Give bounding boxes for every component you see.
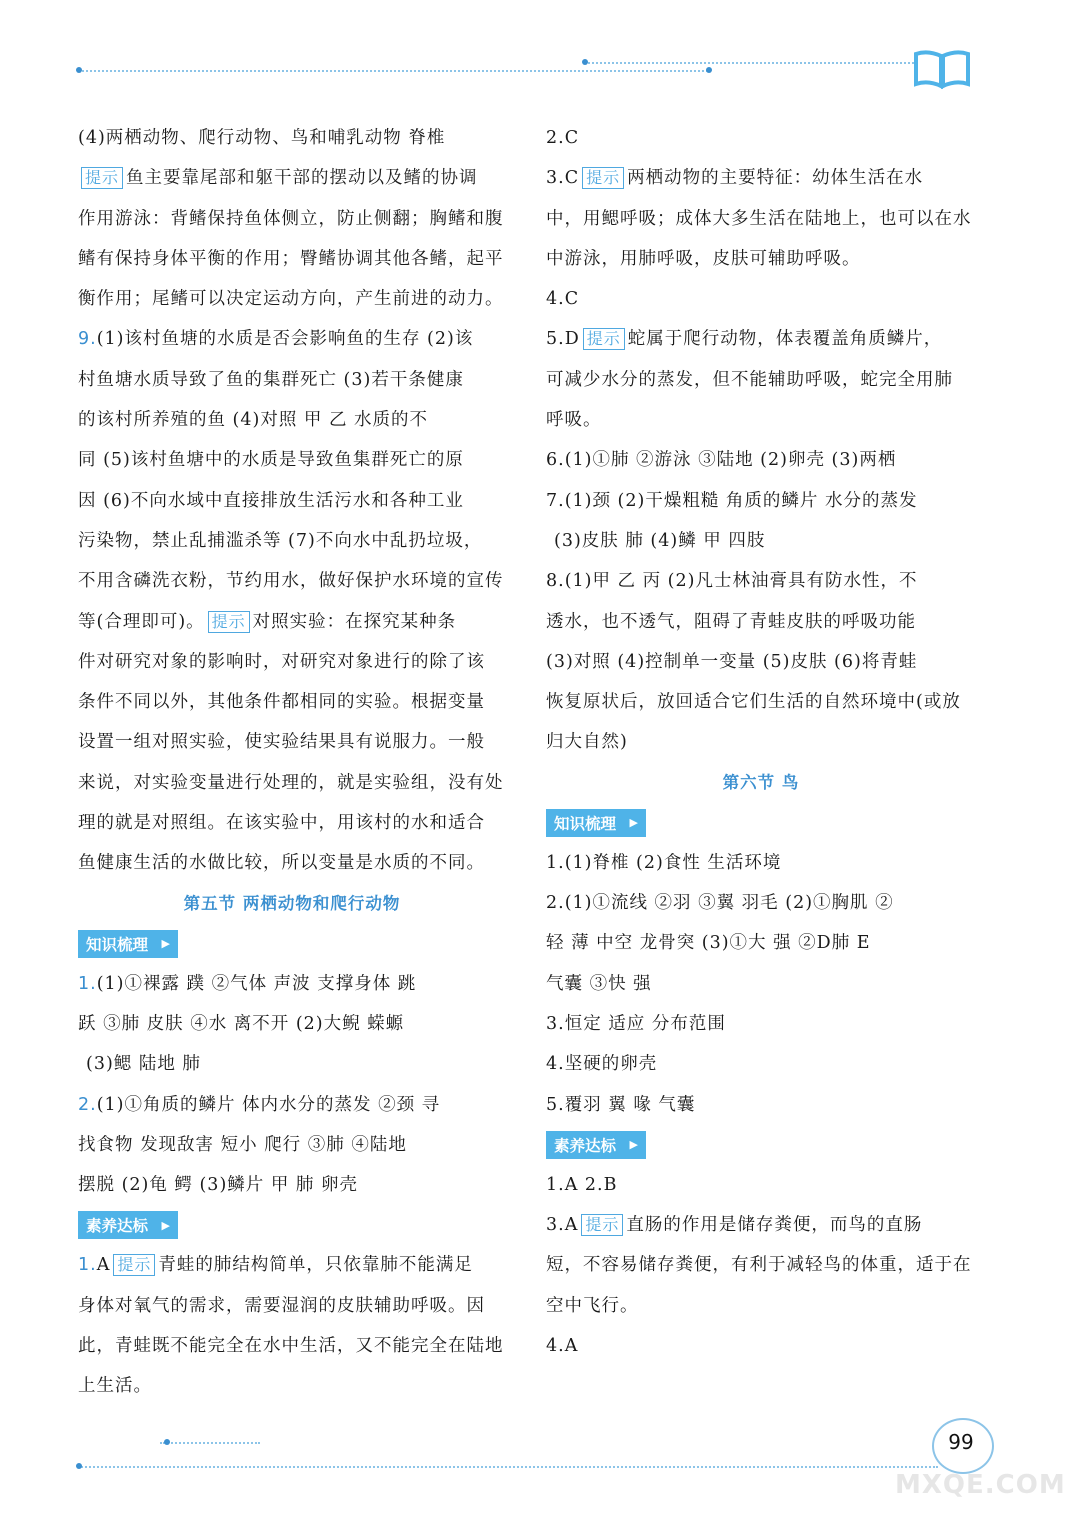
tip-label: 提示 (208, 611, 250, 633)
answer-line: 1.A 2.B (546, 1174, 618, 1195)
answer-line: (3)对照 (4)控制单一变量 (5)皮肤 (6)将青蛙 (546, 651, 918, 672)
answer-line: 同 (5)该村鱼塘中的水质是导致鱼集群死亡的原 (78, 450, 464, 471)
answer-line: (4)两栖动物、爬行动物、鸟和哺乳动物 脊椎 (78, 128, 446, 148)
answer-line: (3)鳃 陆地 肺 (86, 1054, 201, 1075)
section-tag-knowledge: 知识梳理 ▶ (78, 930, 178, 958)
answer-line: 9.(1)该村鱼塘的水质是否会影响鱼的生存 (2)该 (78, 329, 474, 350)
answer-line: 此，青蛙既不能完全在水中生活，又不能完全在陆地 (78, 1336, 504, 1357)
left-column (78, 118, 506, 1407)
answer-line: 来说，对实验变量进行处理的，就是实验组，没有处 (78, 772, 504, 793)
answer-line: 4.坚硬的卵壳 (546, 1054, 658, 1075)
answer-line: 恢复原状后，放回适合它们生活的自然环境中(或放 (546, 692, 961, 713)
answer-line: 空中飞行。 (546, 1295, 639, 1316)
answer-line: 1.(1)①裸露 蹼 ②气体 声波 支撑身体 跳 (78, 973, 417, 994)
answer-line: 鱼健康生活的水做比较，所以变量是水质的不同。 (78, 853, 485, 874)
answer-line: 找食物 发现敌害 短小 爬行 ③肺 ④陆地 (78, 1134, 407, 1155)
header-dot (582, 59, 588, 65)
answer-line: 气囊 ③快 强 (546, 973, 652, 994)
open-book-icon (912, 46, 972, 90)
answer-line: 5.D 提示 蛇属于爬行动物，体表覆盖角质鳞片， (546, 329, 943, 350)
answer-line: 上生活。 (78, 1376, 152, 1397)
answer-line: 衡作用；尾鳍可以决定运动方向，产生前进的动力。 (78, 289, 504, 310)
section-tag-literacy: 素养达标 ▶ (546, 1131, 646, 1159)
answer-line: 4.C (546, 289, 580, 310)
answer-line: 轻 薄 中空 龙骨突 (3)①大 强 ②D肺 E (546, 933, 871, 954)
right-column (546, 118, 976, 1366)
answer-line: 7.(1)颈 (2)干燥粗糙 角质的鳞片 水分的蒸发 (546, 490, 918, 511)
footer-dotted-line (160, 1442, 260, 1444)
answer-line: 因 (6)不向水域中直接排放生活污水和各种工业 (78, 490, 464, 511)
tip-label: 提示 (583, 328, 625, 350)
footer-dotted-line (78, 1466, 938, 1468)
footer-dot (164, 1439, 170, 1445)
answer-line: 不用含磷洗衣粉，节约用水，做好保护水环境的宣传 (78, 571, 504, 592)
answer-line: 3.A 提示 直肠的作用是储存粪便，而鸟的直肠 (546, 1215, 923, 1236)
answer-line: 2.C (546, 128, 580, 148)
answer-line: 鳍有保持身体平衡的作用；臀鳍协调其他各鳍，起平 (78, 248, 504, 269)
answer-line: 理的就是对照组。在该实验中，用该村的水和适合 (78, 813, 485, 834)
section-title: 第五节 两栖动物和爬行动物 (183, 893, 401, 913)
section-tag-literacy: 素养达标 ▶ (78, 1211, 178, 1239)
header-dotted-line-upper (584, 62, 914, 64)
answer-line: 6.(1)①肺 ②游泳 ③陆地 (2)卵壳 (3)两栖 (546, 450, 897, 471)
answer-line: 作用游泳：背鳍保持鱼体侧立，防止侧翻；胸鳍和腹 (78, 208, 504, 229)
answer-line: 1.(1)脊椎 (2)食性 生活环境 (546, 852, 782, 873)
answer-line: 3.恒定 适应 分布范围 (546, 1013, 726, 1034)
page-number-badge (932, 1418, 996, 1474)
answer-line: 中，用鳃呼吸；成体大多生活在陆地上，也可以在水 (546, 208, 972, 229)
footer-dot (76, 1463, 82, 1469)
answer-line: 设置一组对照实验，使实验结果具有说服力。一般 (78, 732, 485, 753)
section-tag-knowledge: 知识梳理 ▶ (546, 809, 646, 837)
answer-line: 2.(1)①角质的鳞片 体内水分的蒸发 ②颈 寻 (78, 1094, 441, 1115)
tip-label: 提示 (81, 167, 123, 189)
answer-line: 件对研究对象的影响时，对研究对象进行的除了该 (78, 651, 485, 672)
tip-label: 提示 (113, 1254, 155, 1276)
answer-line: 8.(1)甲 乙 丙 (2)凡士林油膏具有防水性，不 (546, 571, 918, 592)
answer-line: 呼吸。 (546, 410, 602, 431)
answer-line: 透水，也不透气，阻碍了青蛙皮肤的呼吸功能 (546, 611, 916, 632)
section-title: 第六节 鸟 (722, 772, 800, 792)
answer-line: 跃 ③肺 皮肤 ④水 离不开 (2)大鲵 蝾螈 (78, 1013, 405, 1034)
answer-line: 中游泳，用肺呼吸，皮肤可辅助呼吸。 (546, 248, 861, 269)
answer-line: 身体对氧气的需求，需要湿润的皮肤辅助呼吸。因 (78, 1295, 485, 1316)
page-number: 99 (948, 1430, 974, 1454)
answer-line: 1.A 提示 青蛙的肺结构简单，只依靠肺不能满足 (78, 1255, 473, 1276)
watermark: MXQE.COM (895, 1470, 1066, 1500)
answer-line: 摆脱 (2)龟 鳄 (3)鳞片 甲 肺 卵壳 (78, 1175, 358, 1196)
answer-line: 的该村所养殖的鱼 (4)对照 甲 乙 水质的不 (78, 410, 429, 431)
answer-line: 提示 鱼主要靠尾部和躯干部的摆动以及鳍的协调 (78, 158, 506, 198)
answer-line: 短，不容易储存粪便，有利于减轻鸟的体重，适于在 (546, 1255, 972, 1276)
answer-line: 污染物，禁止乱捕滥杀等 (7)不向水中乱扔垃圾， (78, 530, 483, 551)
answer-line: 4.A (546, 1336, 579, 1357)
header-dot (76, 67, 82, 73)
answer-line: 可减少水分的蒸发，但不能辅助呼吸，蛇完全用肺 (546, 369, 953, 390)
tip-label: 提示 (582, 167, 624, 189)
answer-line: 2.(1)①流线 ②羽 ③翼 羽毛 (2)①胸肌 ② (546, 893, 894, 914)
header-dotted-line (78, 70, 708, 72)
answer-line: 村鱼塘水质导致了鱼的集群死亡 (3)若干条健康 (78, 369, 464, 390)
answer-line: 等(合理即可)。 提示 对照实验：在探究某种条 (78, 611, 457, 632)
answer-line: 5.覆羽 翼 喙 气囊 (546, 1094, 696, 1115)
answer-line: 条件不同以外，其他条件都相同的实验。根据变量 (78, 692, 485, 713)
header-dot (706, 67, 712, 73)
tip-label: 提示 (581, 1214, 623, 1236)
answer-line: 3.C 提示 两栖动物的主要特征：幼体生活在水 (546, 168, 924, 189)
answer-line: (3)皮肤 肺 (4)鳞 甲 四肢 (554, 530, 766, 551)
answer-line: 归大自然) (546, 732, 628, 753)
